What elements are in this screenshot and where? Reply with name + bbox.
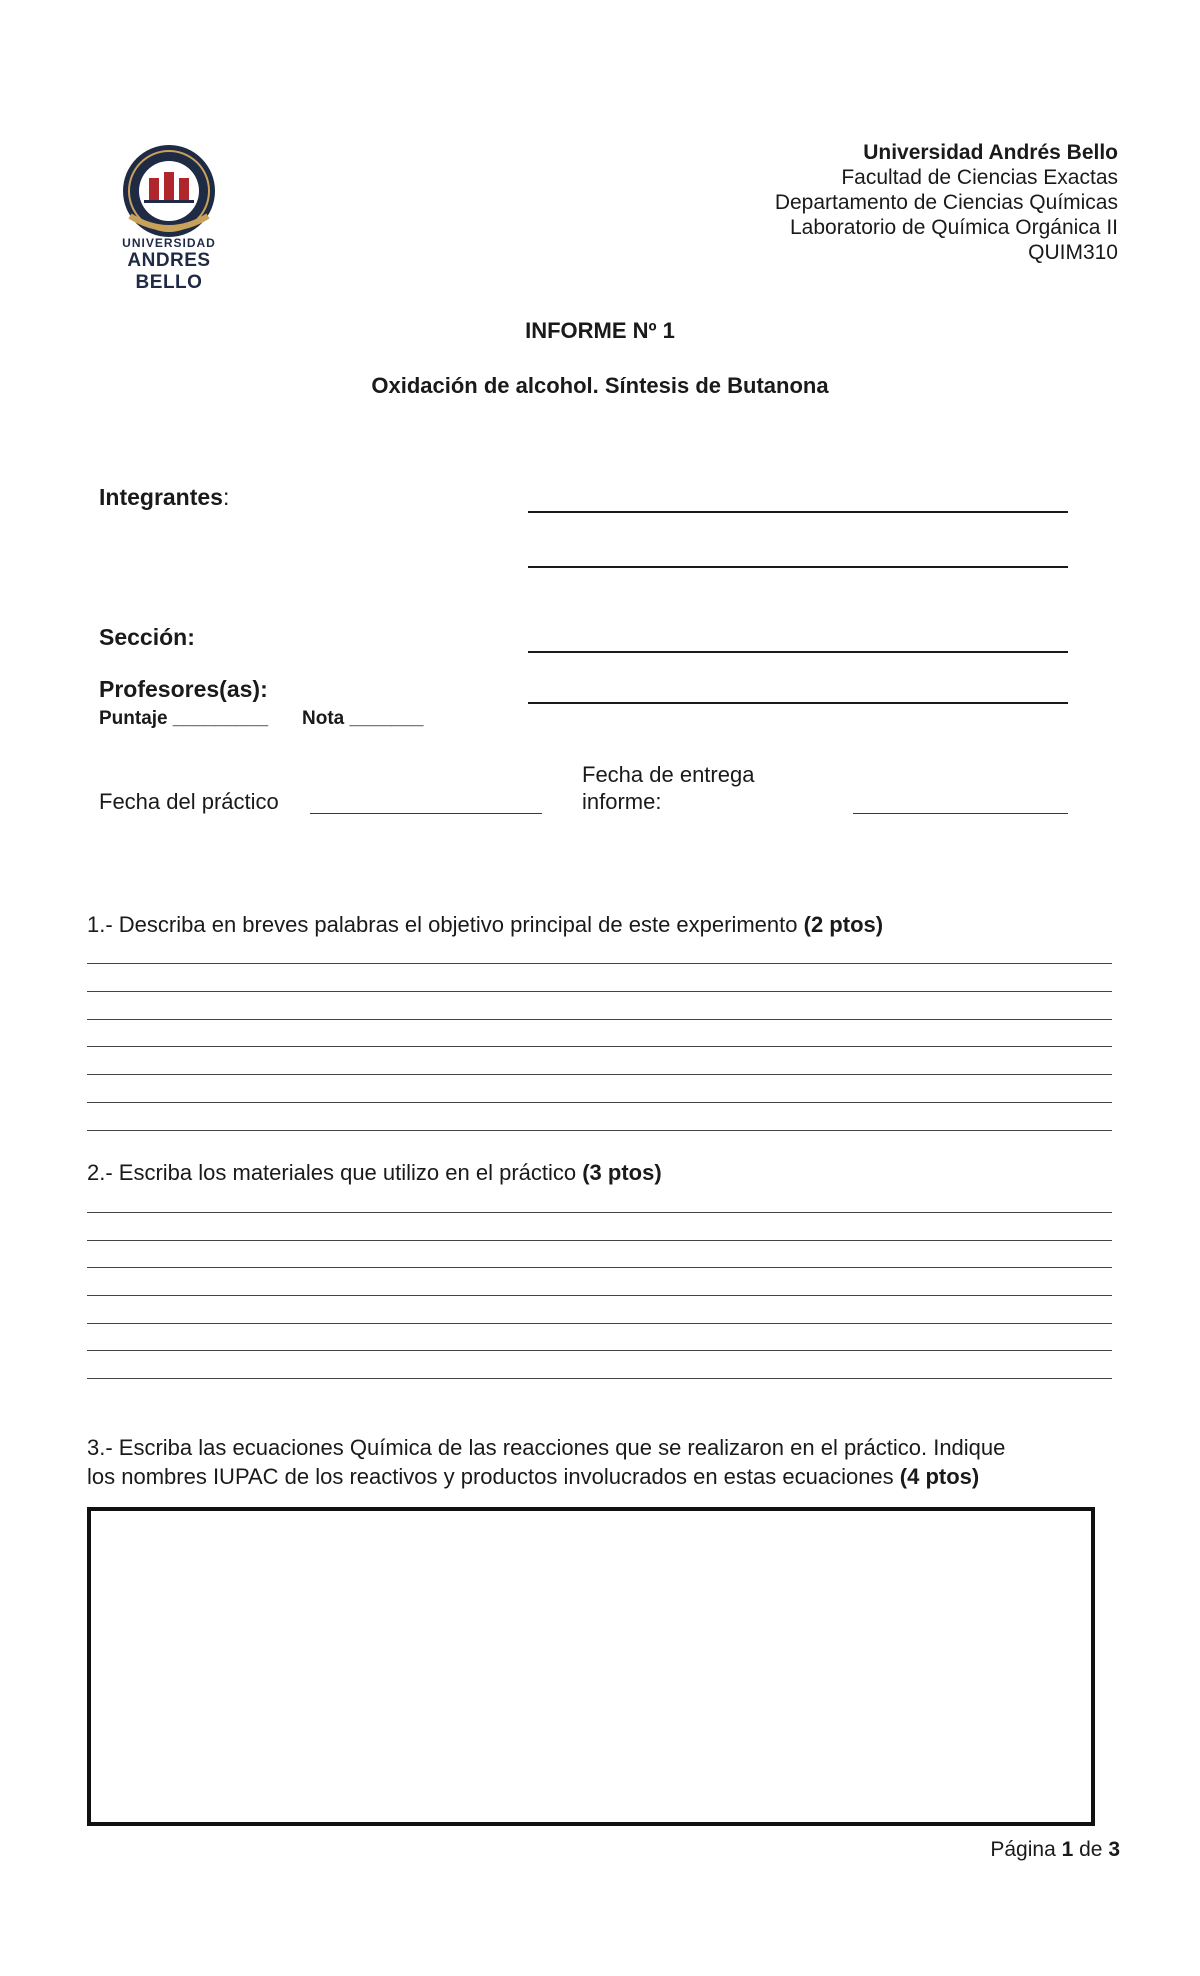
- question-2-answer-line[interactable]: [87, 1378, 1112, 1379]
- question-1-answer-line[interactable]: [87, 963, 1112, 964]
- logo-word-andres-bello: ANDRES BELLO: [127, 250, 211, 293]
- question-2-answer-line[interactable]: [87, 1267, 1112, 1268]
- report-subtitle: Oxidación de alcohol. Síntesis de Butanona: [371, 373, 829, 398]
- seccion-label: Sección:: [99, 624, 195, 650]
- report-title: INFORME Nº 1: [525, 318, 675, 343]
- page-number: [990, 1838, 1120, 1862]
- question-2-answer-line[interactable]: [87, 1295, 1112, 1296]
- question-2-answer-line[interactable]: [87, 1212, 1112, 1213]
- seccion-field[interactable]: [528, 651, 1068, 653]
- integrantes-field-1[interactable]: [528, 511, 1068, 513]
- page-mid: de: [1073, 1838, 1109, 1861]
- question-1-answer-line[interactable]: [87, 1019, 1112, 1020]
- question-2: [87, 1158, 662, 1187]
- profesores-label: Profesores(as):: [99, 676, 268, 702]
- integrantes-label: [99, 484, 229, 511]
- fecha-entrega-field[interactable]: [853, 813, 1068, 814]
- question-1-answer-line[interactable]: [87, 1130, 1112, 1131]
- question-2-points: (3 ptos): [582, 1160, 662, 1185]
- question-3-points: (4 ptos): [899, 1464, 980, 1489]
- question-2-answer-line[interactable]: [87, 1350, 1112, 1351]
- header-university: Universidad Andrés Bello: [863, 141, 1118, 164]
- header-laboratory: Laboratorio de Química Orgánica II: [789, 216, 1118, 239]
- page-prefix: Página: [990, 1838, 1062, 1861]
- question-3-answer-box[interactable]: [87, 1507, 1095, 1826]
- logo-word-universidad: UNIVERSIDAD: [122, 236, 216, 250]
- page-total: 3: [1108, 1838, 1120, 1861]
- integrantes-label-text: Integrantes: [99, 484, 223, 510]
- question-3-text-line2-wrap: [87, 1462, 1127, 1491]
- fecha-entrega-label-line2: informe:: [582, 789, 662, 814]
- header-course-code: QUIM310: [1028, 241, 1118, 264]
- question-1-answer-line[interactable]: [87, 1046, 1112, 1047]
- integrantes-field-2[interactable]: [528, 566, 1068, 568]
- question-2-text: 2.- Escriba los materiales que utilizo en el práctico: [87, 1160, 583, 1185]
- question-1-answer-line[interactable]: [87, 991, 1112, 992]
- puntaje-label: Puntaje _________: [99, 708, 269, 729]
- question-2-answer-line[interactable]: [87, 1240, 1112, 1241]
- question-1-text: 1.- Describa en breves palabras el objetivo principal de este experimento: [87, 912, 804, 937]
- question-3: [87, 1433, 1127, 1491]
- question-1-answer-line[interactable]: [87, 1102, 1112, 1103]
- header-department: Departamento de Ciencias Químicas: [774, 191, 1118, 214]
- question-2-answer-line[interactable]: [87, 1323, 1112, 1324]
- question-1-answer-line[interactable]: [87, 1074, 1112, 1075]
- profesores-field[interactable]: [528, 702, 1068, 704]
- question-3-text-line1: 3.- Escriba las ecuaciones Química de las reacciones que se realizaron en el práctico. Indique: [87, 1435, 1006, 1460]
- integrantes-colon: :: [222, 484, 230, 510]
- question-1-points: (2 ptos): [803, 912, 884, 937]
- fecha-practico-field[interactable]: [310, 813, 542, 814]
- nota-label: Nota _______: [302, 708, 424, 729]
- header-faculty: Facultad de Ciencias Exactas: [841, 166, 1118, 189]
- page-current: 1: [1061, 1838, 1074, 1861]
- question-3-text-line2: los nombres IUPAC de los reactivos y productos involucrados en estas ecuaciones: [87, 1464, 900, 1489]
- fecha-entrega-label-line1: Fecha de entrega: [582, 762, 755, 787]
- question-1: [87, 910, 883, 939]
- fecha-practico-label: Fecha del práctico: [99, 789, 279, 814]
